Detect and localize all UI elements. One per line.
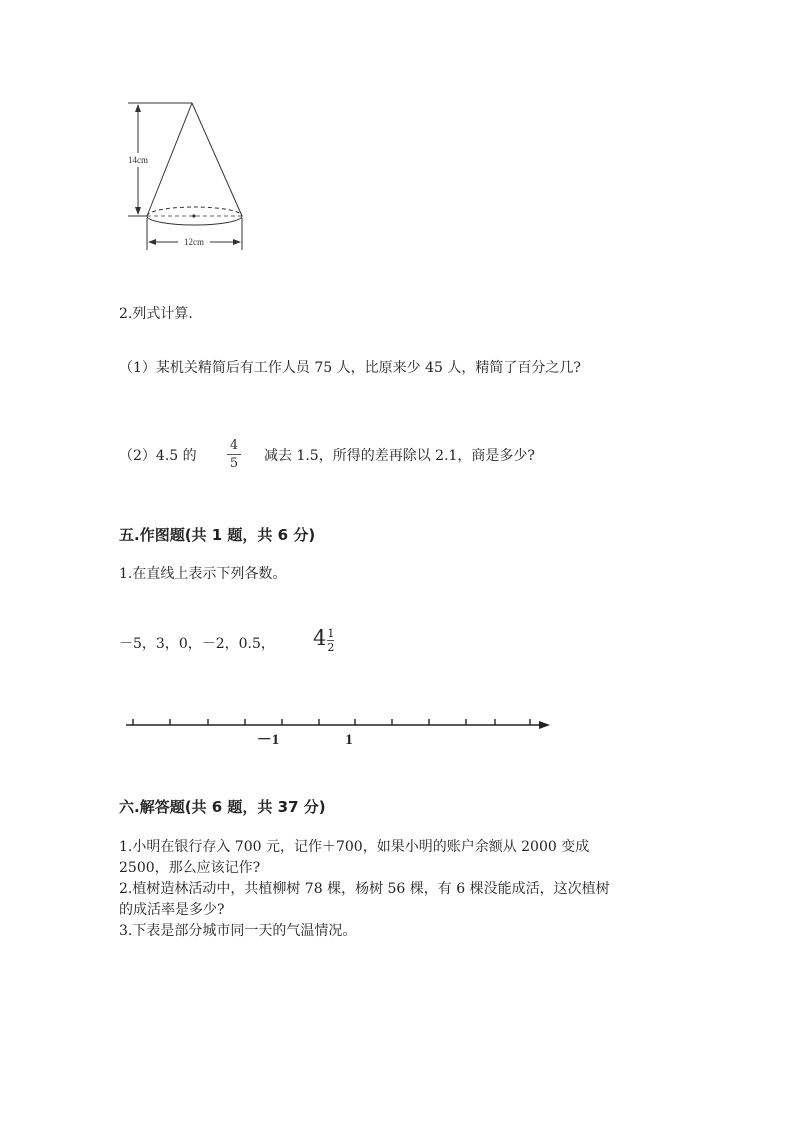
cone-figure	[118, 95, 258, 255]
fraction-denominator: 5	[229, 456, 239, 471]
cone-base-center	[192, 214, 195, 217]
section5-q1: 1.在直线上表示下列各数。	[119, 566, 287, 582]
q2-item2-prefix: （2）4.5 的	[119, 448, 197, 464]
number-line-ticks	[133, 719, 530, 725]
number-line	[120, 712, 560, 752]
q2-title: 2.列式计算.	[119, 306, 193, 322]
section6-q1-line2: 2500，那么应该记作?	[119, 860, 261, 876]
section6-q2-line2: 的成活率是多少?	[119, 902, 225, 918]
fraction-numerator: 4	[229, 438, 239, 453]
height-arrow-bottom	[135, 207, 141, 215]
section5-numbers: －5，3，0，－2，0.5，	[119, 636, 275, 652]
mixed-number-numerator: 1	[327, 627, 335, 640]
axis-label-neg-one: －1	[256, 732, 280, 748]
diameter-label: 12cm	[184, 237, 204, 247]
diameter-arrow-left	[148, 239, 156, 245]
section6-heading: 六.解答题(共 6 题，共 37 分)	[119, 798, 326, 816]
diameter-arrow-right	[233, 239, 241, 245]
mixed-number	[313, 626, 334, 654]
cone-right-side	[192, 103, 242, 216]
q2-item2-fraction	[227, 438, 241, 471]
height-label: 14cm	[128, 155, 148, 165]
section6-q3: 3.下表是部分城市同一天的气温情况。	[119, 923, 357, 939]
q2-item1: （1）某机关精简后有工作人员 75 人，比原来少 45 人，精简了百分之几?	[119, 360, 581, 376]
mixed-number-denominator: 2	[327, 641, 335, 654]
section6-q2-line1: 2.植树造林活动中，共植柳树 78 棵，杨树 56 棵，有 6 棵没能成活，这次植树	[119, 881, 610, 897]
number-line-arrow	[539, 721, 550, 729]
q2-item2-suffix: 减去 1.5，所得的差再除以 2.1，商是多少?	[264, 448, 535, 464]
height-arrow-top	[135, 104, 141, 112]
section5-heading: 五.作图题(共 1 题，共 6 分)	[119, 526, 316, 544]
mixed-number-whole: 4	[313, 626, 327, 650]
axis-label-one: 1	[345, 732, 353, 748]
section6-q1-line1: 1.小明在银行存入 700 元，记作＋700，如果小明的账户余额从 2000 变成	[119, 839, 590, 855]
